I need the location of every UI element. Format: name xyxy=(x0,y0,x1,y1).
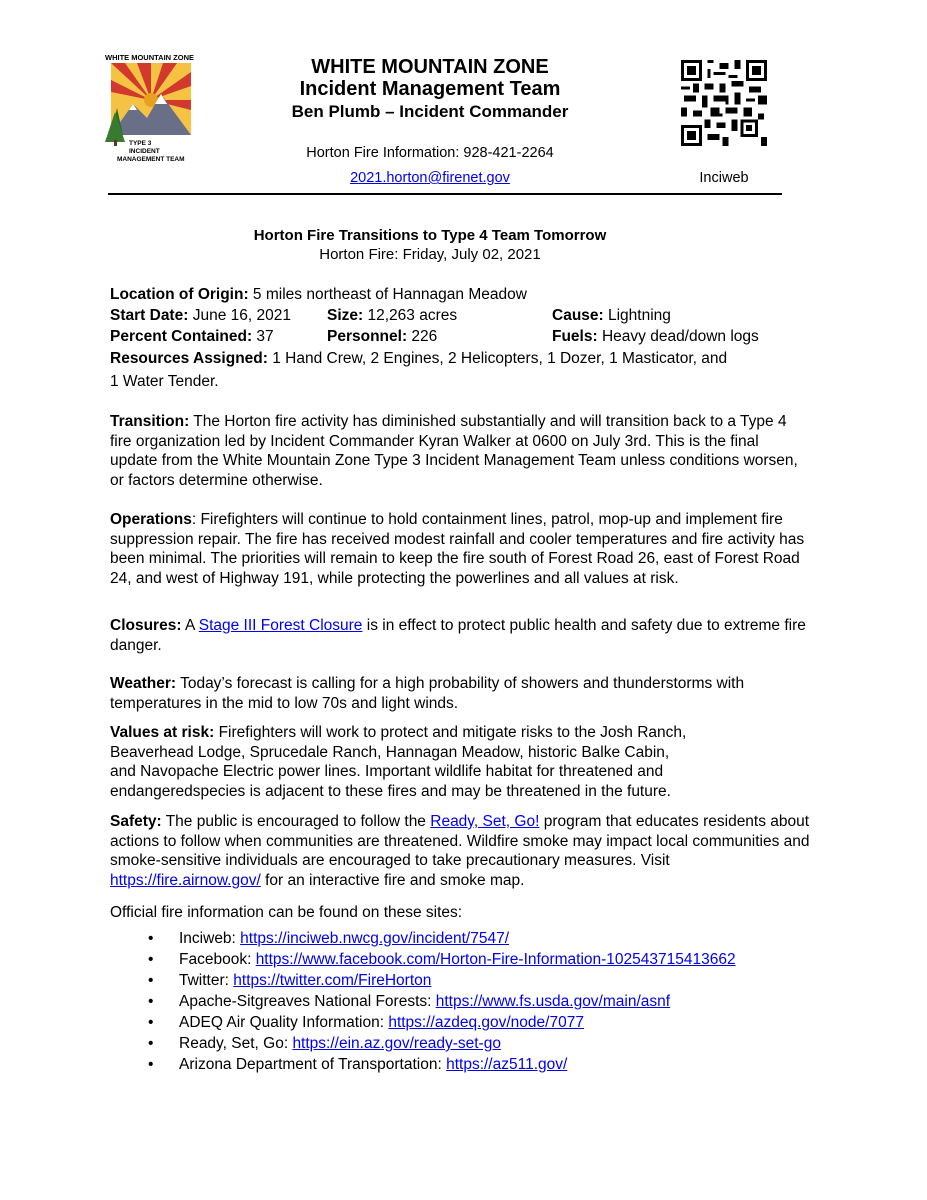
bullet: • xyxy=(148,930,154,947)
list-item xyxy=(148,949,736,970)
bullet: • xyxy=(148,951,154,968)
start-label: Start Date: xyxy=(110,307,189,324)
values-at-risk-paragraph xyxy=(110,723,810,801)
values-text-1: Firefighters will work to protect and mitigate risks to the Josh Ranch, xyxy=(214,724,687,741)
logo-top-text: WHITE MOUNTAIN ZONE xyxy=(104,53,195,62)
forest-service-link[interactable]: https://www.fs.usda.gov/main/asnf xyxy=(435,993,671,1010)
list-item xyxy=(148,1054,736,1075)
header-divider xyxy=(108,193,782,195)
fire-size xyxy=(327,305,457,326)
release-title: Horton Fire Transitions to Type 4 Team Tomorrow xyxy=(253,227,607,244)
operations-paragraph xyxy=(110,510,810,588)
bullet: • xyxy=(148,1035,154,1052)
safety-post: for an interactive fire and smoke map. xyxy=(260,871,525,889)
list-item xyxy=(148,928,736,949)
transition-text: The Horton fire activity has diminished substantially and will transition back to a Type 4 fire organization led by Incident Commander Kyran Walker at 0600 on July 3rd. This is the final update from the White Mountain Zone Type 3 Incident Management Team unless conditions worsen, or factors determine otherwise. xyxy=(110,413,798,489)
resources-assigned xyxy=(110,348,727,369)
inciweb-link[interactable]: https://inciweb.nwcg.gov/incident/7547/ xyxy=(240,930,509,947)
team-name: Incident Management Team xyxy=(299,78,561,100)
adeq-link[interactable]: https://azdeq.gov/node/7077 xyxy=(388,1014,584,1031)
email-link[interactable]: 2021.horton@firenet.gov xyxy=(350,170,510,186)
fuels-label: Fuels: xyxy=(552,328,598,345)
site-label: ADEQ Air Quality Information: xyxy=(179,1014,389,1031)
contained-value: 37 xyxy=(252,328,274,345)
list-item xyxy=(148,970,736,991)
bullet: • xyxy=(148,1014,154,1031)
start-value: June 16, 2021 xyxy=(188,307,291,324)
start-date xyxy=(110,305,291,326)
personnel-label: Personnel: xyxy=(327,328,408,345)
fuels-value: Heavy dead/down logs xyxy=(597,328,759,345)
official-info-intro: Official fire information can be found on these sites: xyxy=(110,904,463,921)
site-label: Inciweb: xyxy=(179,930,241,947)
list-item xyxy=(148,1033,736,1054)
resources-value-line1: 1 Hand Crew, 2 Engines, 2 Helicopters, 1 Dozer, 1 Masticator, and xyxy=(267,350,728,367)
list-item xyxy=(148,1012,736,1033)
list-item xyxy=(148,991,736,1012)
inciweb-qr-code[interactable] xyxy=(681,60,767,146)
zone-name: WHITE MOUNTAIN ZONE xyxy=(311,56,549,78)
closures-pre: A xyxy=(181,617,199,634)
fuels xyxy=(552,326,759,347)
transition-label: Transition: xyxy=(110,413,190,430)
values-line-3: and Navopache Electric power lines. Important wildlife habitat for threatened and xyxy=(110,763,664,781)
logo-incident-text: INCIDENT xyxy=(129,148,160,155)
bullet: • xyxy=(148,1056,154,1073)
site-label: Arizona Department of Transportation: xyxy=(179,1056,447,1073)
qr-label: Inciweb xyxy=(699,170,749,186)
official-sites-list xyxy=(148,928,736,1075)
fire-cause xyxy=(552,305,671,326)
closures-paragraph xyxy=(110,616,810,655)
personnel-value: 226 xyxy=(407,328,438,345)
resources-value-line2: 1 Water Tender. xyxy=(110,373,219,390)
contact-email xyxy=(255,168,605,188)
size-label: Size: xyxy=(327,307,364,324)
logo-type-text: TYPE 3 xyxy=(129,140,152,147)
release-subtitle: Horton Fire: Friday, July 02, 2021 xyxy=(319,246,541,263)
operations-label: Operations xyxy=(110,511,192,528)
site-label: Apache-Sitgreaves National Forests: xyxy=(179,993,436,1010)
closures-label: Closures: xyxy=(110,617,182,634)
bullet: • xyxy=(148,972,154,989)
safety-pre: The public is encouraged to follow the xyxy=(161,813,431,830)
safety-label: Safety: xyxy=(110,813,162,830)
ready-set-go-link[interactable]: Ready, Set, Go! xyxy=(430,813,540,830)
origin-label: Location of Origin: xyxy=(110,286,249,303)
size-value: 12,263 acres xyxy=(363,307,458,324)
cause-label: Cause: xyxy=(552,307,604,324)
az511-link[interactable]: https://az511.gov/ xyxy=(446,1056,568,1073)
values-label: Values at risk: xyxy=(110,724,215,741)
twitter-link[interactable]: https://twitter.com/FireHorton xyxy=(233,972,432,989)
safety-paragraph xyxy=(110,812,810,890)
closures-post: is in effect to protect public health and safety due to extreme fire danger. xyxy=(110,617,806,654)
percent-contained xyxy=(110,326,274,347)
weather-text: Today’s forecast is calling for a high probability of showers and thunderstorms with temperatures in the mid to low 70s and light winds. xyxy=(110,675,745,712)
values-line-1 xyxy=(110,723,810,743)
site-label: Twitter: xyxy=(179,972,234,989)
operations-text: : Firefighters will continue to hold containment lines, patrol, mop-up and implement fire suppression repair. The fire has received modest rainfall and cooler temperatures and fire activity has been minimal. The priorities will remain to keep the fire south of Forest Road 26, east of Forest Road 24, and west of Highway 191, while protecting the powerlines and all values at risk. xyxy=(110,511,805,587)
location-of-origin xyxy=(110,284,527,305)
bullet: • xyxy=(148,993,154,1010)
logo-team-text: MANAGEMENT TEAM xyxy=(117,156,185,163)
site-label: Facebook: xyxy=(179,951,256,968)
ready-set-go-site-link[interactable]: https://ein.az.gov/ready-set-go xyxy=(292,1035,501,1052)
safety-mid: program that educates residents about actions to follow when communities are threatened. Wildfire smoke may impact local communities and smoke-sensitive individuals are encouraged to take precautionary measures. Visit xyxy=(110,813,810,870)
values-line-2: Beaverhead Lodge, Sprucedale Ranch, Hannagan Meadow, historic Balke Cabin, xyxy=(110,743,670,761)
facebook-link[interactable]: https://www.facebook.com/Horton-Fire-Information-102543715413662 xyxy=(255,951,736,968)
white-mountain-zone-logo xyxy=(103,52,196,167)
airnow-link[interactable]: https://fire.airnow.gov/ xyxy=(110,871,261,889)
weather-paragraph xyxy=(110,674,810,713)
origin-value: 5 miles northeast of Hannagan Meadow xyxy=(248,286,527,303)
personnel xyxy=(327,326,437,347)
site-label: Ready, Set, Go: xyxy=(179,1035,293,1052)
contained-label: Percent Contained: xyxy=(110,328,253,345)
weather-label: Weather: xyxy=(110,675,177,692)
values-line-4: endangeredspecies is adjacent to these fires and may be threatened in the future. xyxy=(110,782,671,800)
transition-paragraph xyxy=(110,412,810,490)
stage-iii-closure-link[interactable]: Stage III Forest Closure xyxy=(198,617,363,634)
fire-information-phone: Horton Fire Information: 928-421-2264 xyxy=(306,145,554,161)
incident-commander: Ben Plumb – Incident Commander xyxy=(291,102,569,121)
resources-label: Resources Assigned: xyxy=(110,350,268,367)
cause-value: Lightning xyxy=(603,307,671,324)
